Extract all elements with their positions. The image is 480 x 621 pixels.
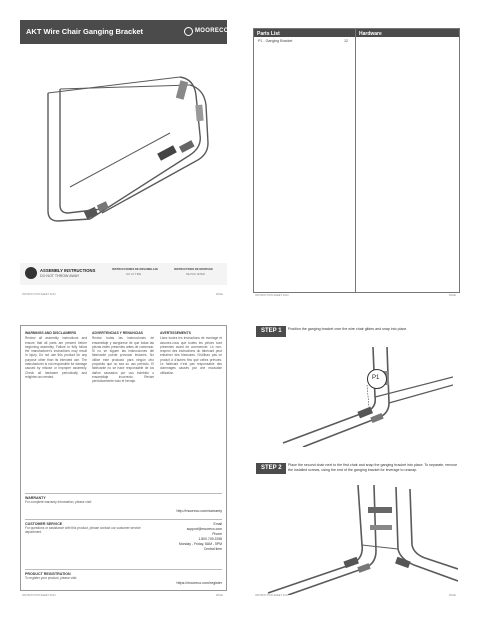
steps-page xyxy=(253,325,460,603)
part-qty: 12 xyxy=(344,39,348,43)
info2-sub: NE PAS JETER xyxy=(186,273,205,276)
cover-info-strip xyxy=(20,263,227,285)
parts-page xyxy=(253,20,460,298)
registration-title: PRODUCT REGISTRATION xyxy=(25,572,71,576)
warning-col-fr xyxy=(160,331,222,375)
part-row xyxy=(254,37,355,45)
customer-section xyxy=(25,519,222,568)
chair-illustration xyxy=(30,55,220,230)
step1-label: STEP 1 xyxy=(261,328,282,334)
step2-text: Place the second chair next to the first chair and snap the ganging bracket into place. To separate, remove the installed screws, using the end of the ganging bracket for leverage to unsnap. xyxy=(288,463,458,472)
phone-label: Phone xyxy=(212,532,222,536)
hours-value: Monday - Friday, 8AM - 5PM xyxy=(178,542,222,546)
col1-text: Review all assembly instructions and ensure that all parts are present before beginning assembly. Failure to fully follow the manufacturer's instructions may result in injury. Do not use this product for any purpose other than its intended use. The manufacturer is not responsible for damage caused by misuse or improper assembly. Check all hardware periodically and retighten as needed. xyxy=(25,336,87,379)
info1-title: INSTRUCCIONES DE ENSAMBLAJE xyxy=(112,268,158,271)
warranty-url[interactable]: http://mooreco.com/warranty xyxy=(176,509,222,513)
registration-text: To register your product, please visit: xyxy=(25,576,77,580)
cover-title: AKT Wire Chair Ganging Bracket xyxy=(26,27,144,36)
callout-label: P1 xyxy=(372,375,380,381)
customer-text: For questions or assistance with this product, please contact our customer service department. xyxy=(25,526,141,535)
col1-title: WARNINGS AND DISCLAIMERS xyxy=(25,331,77,335)
info2-title: INSTRUCTIONS DE MONTAGE xyxy=(174,268,213,271)
parts-box xyxy=(253,28,356,293)
timezone-value: Central time xyxy=(203,547,222,551)
step2-illustration xyxy=(258,485,458,595)
part-label: P1 - Ganging Bracket xyxy=(258,39,293,43)
step2-badge xyxy=(256,463,286,474)
phone-value: 1.800.749.2258 xyxy=(198,537,222,541)
steps-footer-right: PAGE xyxy=(449,594,457,597)
brand-logo-icon xyxy=(184,27,193,36)
hardware-box xyxy=(355,28,460,293)
col3-title: AVERTISSEMENTS xyxy=(160,331,191,335)
assembly-title: ASSEMBLY INSTRUCTIONS xyxy=(40,268,96,273)
parts-footer-left: INSTRUCTION SHEET 2013 xyxy=(255,294,289,297)
contact-block xyxy=(179,522,222,552)
cover-page xyxy=(20,20,227,298)
customer-title: CUSTOMER SERVICE xyxy=(25,522,63,526)
warning-icon xyxy=(25,267,37,279)
cover-header xyxy=(20,20,227,44)
hardware-title: Hardware xyxy=(359,30,382,37)
warning-col-en xyxy=(25,331,87,379)
warranty-text: For complete warranty information, please visit: xyxy=(25,500,92,504)
step2-label: STEP 2 xyxy=(261,465,282,471)
warnings-footer-right: PAGE xyxy=(216,594,224,597)
parts-footer-right: PAGE xyxy=(449,294,457,297)
registration-section xyxy=(25,569,222,590)
steps-footer-left: INSTRUCTION SHEET 2013 xyxy=(255,594,289,597)
warranty-section xyxy=(25,493,222,518)
callout-circle xyxy=(367,369,387,389)
col2-text: Revise todas las instrucciones de ensamblaje y asegúrese de que todas las piezas estén presentes antes de comenzar. Si no se siguen las instrucciones del fabricante puede provocar lesiones. No utilice este producto para ningún otro propósito que no sea su uso previsto. El fabricante no se hace responsable de los daños causados por uso indebido o ensamblaje incorrecto. Revise periódicamente todo el herraje. xyxy=(92,336,154,384)
cover-footer-right: PAGE xyxy=(216,293,224,296)
step1-text: Position the ganging bracket over the wire chair glides and snap into place. xyxy=(288,327,408,331)
warnings-page xyxy=(20,325,227,603)
step1-badge xyxy=(256,326,286,337)
email-value[interactable]: support@mooreco.com xyxy=(186,527,222,531)
warning-col-es xyxy=(92,331,154,384)
registration-url[interactable]: https://mooreco.com/register xyxy=(176,581,222,585)
col2-title: ADVERTENCIAS Y RENUNCIAS xyxy=(92,331,143,335)
step1-illustration xyxy=(263,347,453,447)
hardware-header xyxy=(356,29,459,37)
brand-name: MOORECO xyxy=(195,28,229,34)
parts-title: Parts List xyxy=(257,30,280,37)
assembly-sub: DO NOT THROW AWAY xyxy=(40,274,80,278)
warnings-footer-left: INSTRUCTION SHEET 2013 xyxy=(22,594,56,597)
info1-sub: NO LO TIRE xyxy=(126,273,142,276)
email-label: Email xyxy=(213,522,222,526)
parts-header xyxy=(254,29,355,37)
warranty-title: WARRANTY xyxy=(25,496,46,500)
cover-footer-left: INSTRUCTION SHEET 2013 xyxy=(22,293,56,296)
col3-text: Lisez toutes les instructions de montage et assurez-vous que toutes les pièces sont présentes avant de commencer. Le non-respect des instructions du fabricant peut entraîner des blessures. N'utilisez pas ce produit à d'autres fins que celles prévues. Le fabricant n'est pas responsable des dommages causés par une mauvaise utilisation. xyxy=(160,336,222,375)
